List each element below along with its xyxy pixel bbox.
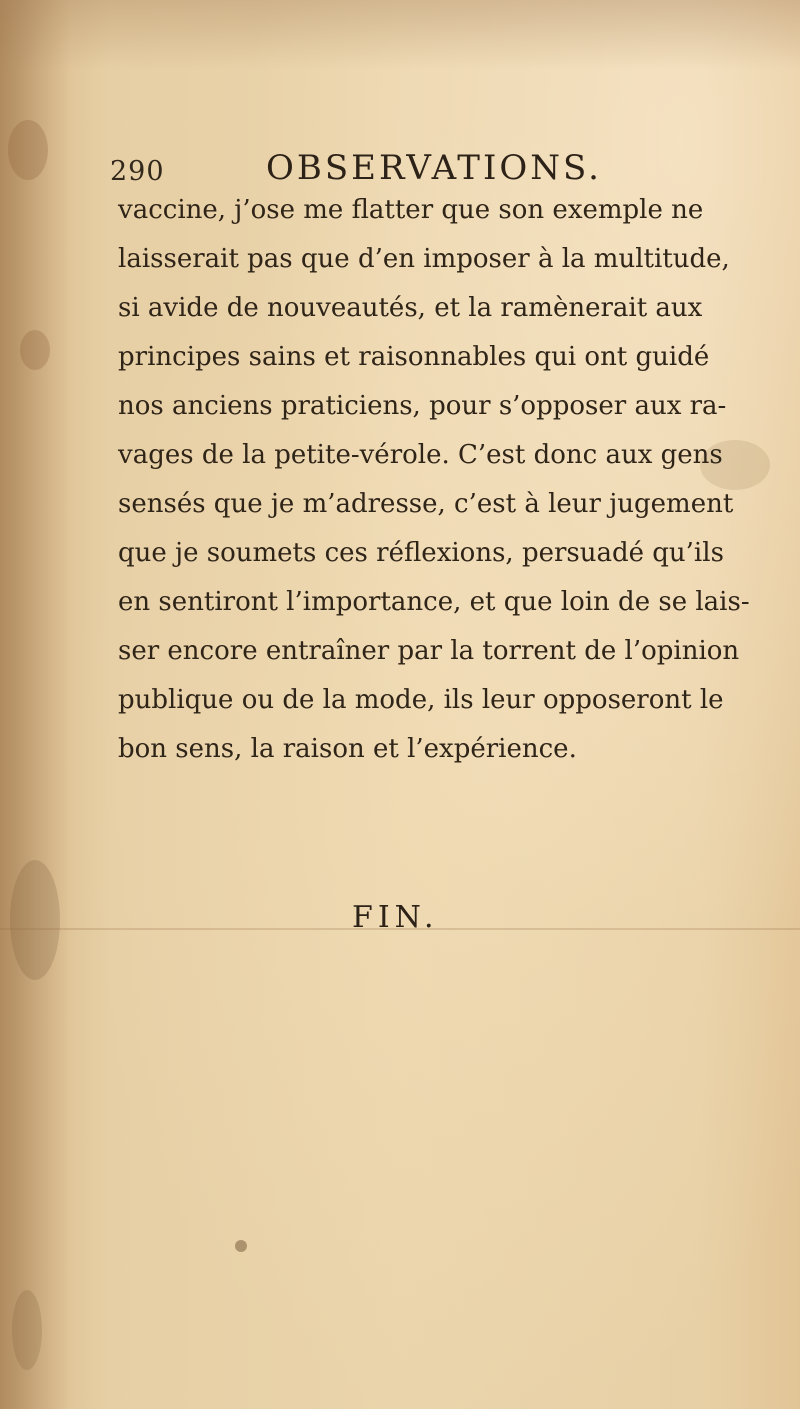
foxing-stain: [235, 1240, 247, 1252]
page-edge-shadow-left: [0, 0, 70, 1409]
page-edge-shadow-top: [0, 0, 800, 70]
foxing-stain: [20, 330, 50, 370]
end-mark: FIN.: [352, 900, 439, 935]
foxing-stain: [12, 1290, 42, 1370]
page-number: 290: [110, 156, 165, 187]
text-line: principes sains et raisonnables qui ont guidé: [118, 342, 710, 372]
text-line: que je soumets ces réflexions, persuadé qu’ils: [118, 538, 724, 568]
body-text: [118, 186, 750, 774]
text-line: bon sens, la raison et l’expérience.: [118, 734, 577, 764]
text-line: sensés que je m’adresse, c’est à leur jugement: [118, 489, 734, 519]
foxing-stain: [10, 860, 60, 980]
foxing-stain: [8, 120, 48, 180]
text-line: si avide de nouveautés, et la ramènerait aux: [118, 293, 703, 323]
text-line: en sentiront l’importance, et que loin de se lais-: [118, 587, 750, 617]
text-line: nos anciens praticiens, pour s’opposer aux ra-: [118, 391, 727, 421]
text-line: ser encore entraîner par la torrent de l’opinion: [118, 636, 740, 666]
text-line: laisserait pas que d’en imposer à la multitude,: [118, 244, 730, 274]
text-line: vaccine, j’ose me flatter que son exemple ne: [118, 195, 704, 225]
text-line: publique ou de la mode, ils leur opposeront le: [118, 685, 724, 715]
running-title: OBSERVATIONS.: [266, 148, 602, 188]
text-line: vages de la petite-vérole. C’est donc aux gens: [118, 440, 723, 470]
